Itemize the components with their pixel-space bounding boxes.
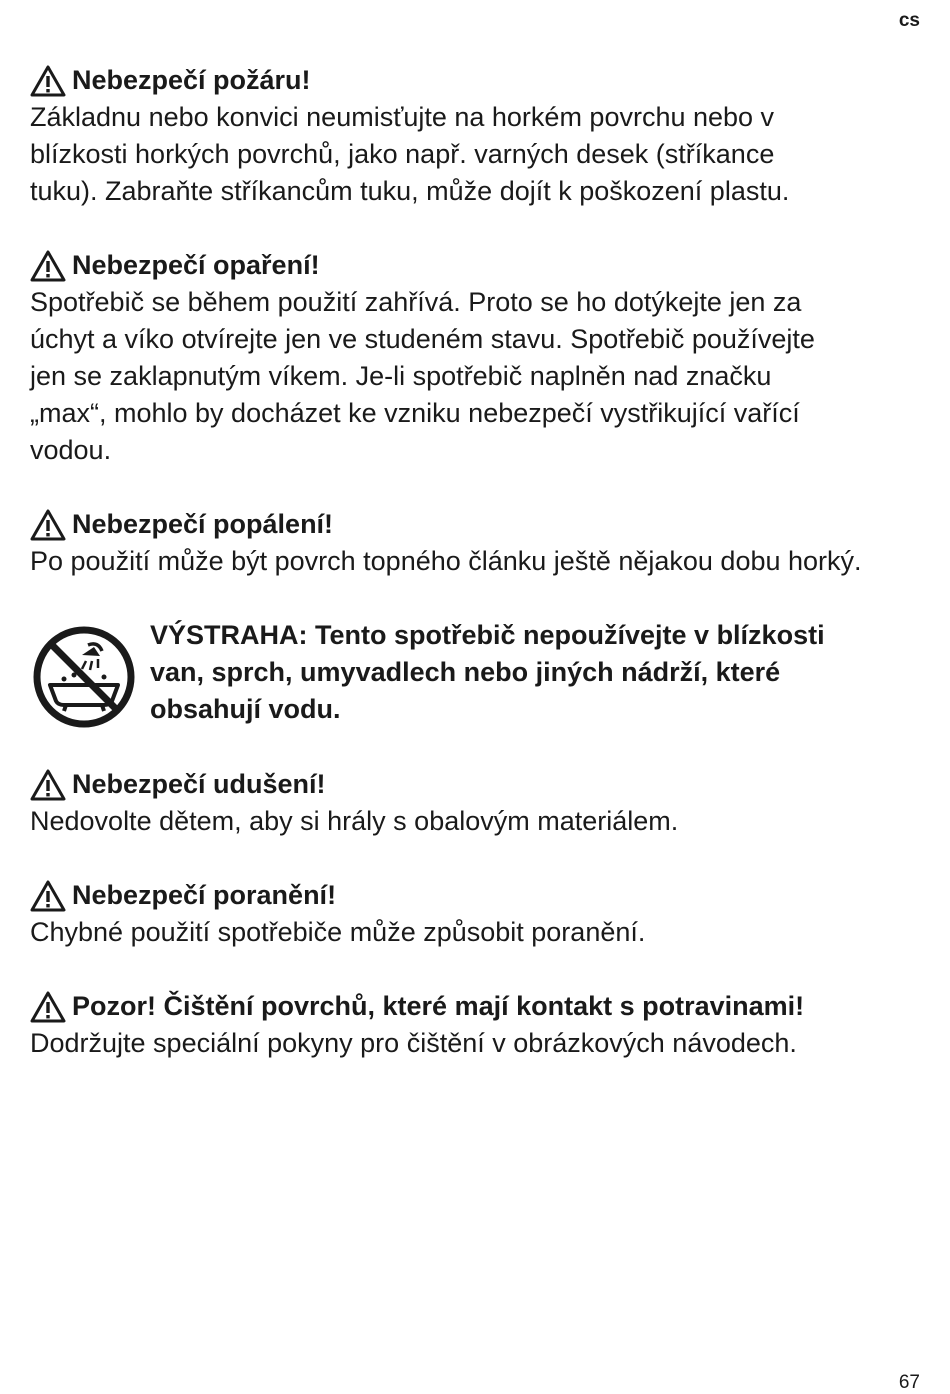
warning-triangle-icon (30, 769, 66, 801)
section-heading (30, 766, 930, 803)
section-heading (30, 877, 930, 914)
section-heading (30, 988, 930, 1025)
section-fire-hazard (30, 62, 930, 210)
section-food-contact-cleaning (30, 988, 930, 1062)
text-line: van, sprch, umyvadlech nebo jiných nádrží, které (150, 657, 781, 687)
no-bath-icon (32, 625, 136, 729)
section-body (30, 803, 930, 840)
section-scald-hazard (30, 247, 930, 469)
safety-content (30, 62, 930, 1099)
text-line: obsahují vodu. (150, 694, 341, 724)
text-line: vodou. (30, 435, 112, 465)
text-line: Po použití může být povrch topného článku ještě nějakou dobu horký. (30, 546, 862, 576)
section-suffocation-hazard (30, 766, 930, 840)
section-title: Nebezpečí požáru! (72, 65, 311, 95)
section-body (30, 543, 930, 580)
warning-triangle-icon (30, 991, 66, 1023)
warning-triangle-icon (30, 509, 66, 541)
section-body (30, 1025, 930, 1062)
text-line: tuku). Zabraňte stříkancům tuku, může dojít k poškození plastu. (30, 176, 790, 206)
text-line: blízkosti horkých povrchů, jako např. varných desek (stříkance (30, 139, 775, 169)
text-line: jen se zaklapnutým víkem. Je-li spotřebič naplněn nad značku (30, 361, 772, 391)
section-title: Nebezpečí poranění! (72, 880, 337, 910)
section-body (30, 99, 930, 210)
text-line: úchyt a víko otvírejte jen ve studeném stavu. Spotřebič používejte (30, 324, 815, 354)
section-title: Nebezpečí udušení! (72, 769, 326, 799)
section-heading (30, 62, 930, 99)
text-line: VÝSTRAHA: Tento spotřebič nepoužívejte v blízkosti (150, 620, 825, 650)
language-code: cs (898, 10, 920, 31)
warning-triangle-icon (30, 250, 66, 282)
text-line: Spotřebič se během použití zahřívá. Proto se ho dotýkejte jen za (30, 287, 802, 317)
section-title: Nebezpečí opaření! (72, 250, 320, 280)
warning-triangle-icon (30, 880, 66, 912)
section-injury-hazard (30, 877, 930, 951)
section-title: Pozor! Čištění povrchů, které mají kontakt s potravinami! (72, 991, 805, 1021)
section-heading (30, 247, 930, 284)
text-line: „max“, mohlo by docházet ke vzniku nebezpečí vystřikující vařící (30, 398, 800, 428)
text-line: Dodržujte speciální pokyny pro čištění v obrázkových návodech. (30, 1028, 797, 1058)
section-burn-hazard (30, 506, 930, 580)
section-body (30, 284, 930, 469)
section-body (30, 914, 930, 951)
page-number: 67 (898, 1372, 920, 1393)
bath-warning-text (150, 617, 825, 728)
warning-triangle-icon (30, 65, 66, 97)
section-heading (30, 506, 930, 543)
section-title: Nebezpečí popálení! (72, 509, 334, 539)
text-line: Základnu nebo konvici neumisťujte na horkém povrchu nebo v (30, 102, 775, 132)
bath-warning (30, 617, 930, 729)
text-line: Nedovolte dětem, aby si hrály s obalovým materiálem. (30, 806, 679, 836)
text-line: Chybné použití spotřebiče může způsobit poranění. (30, 917, 646, 947)
